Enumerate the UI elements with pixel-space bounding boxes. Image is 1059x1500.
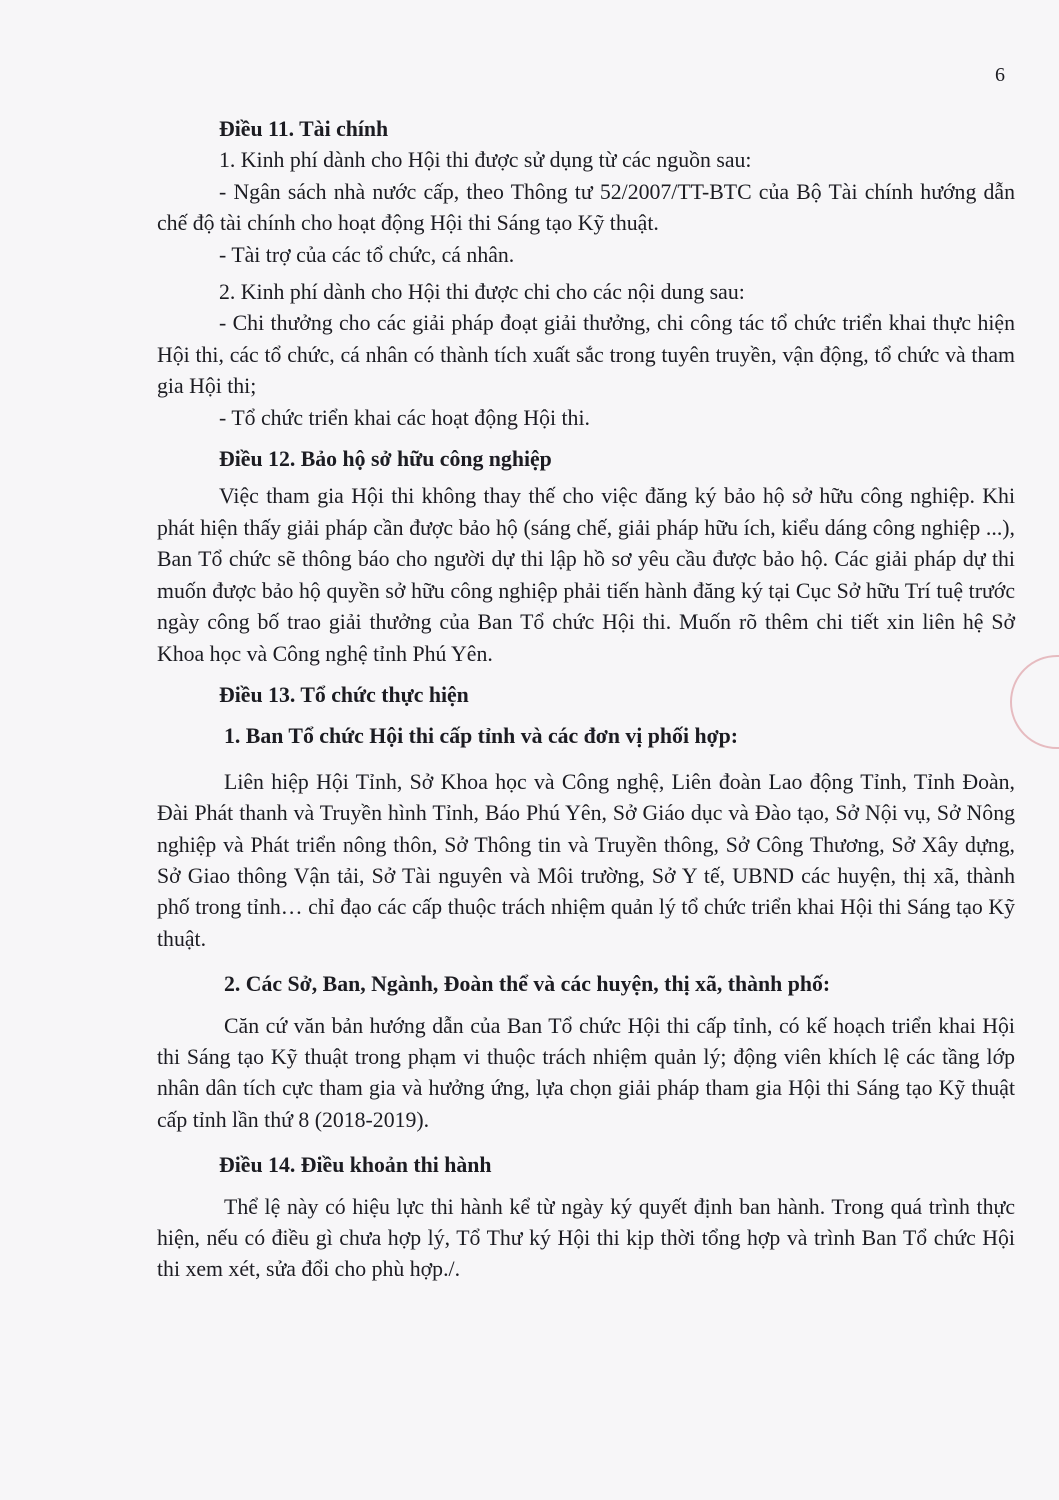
article-13-section-2-body: Căn cứ văn bản hướng dẫn của Ban Tổ chức Hội thi cấp tỉnh, có kế hoạch triển khai Hội thi Sáng tạo Kỹ thuật trong phạm vi thuộc trách nhiệm quản lý; động viên khích lệ các tầng lớp nhân dân tích cực tham gia và hưởng ứng, lựa chọn giải pháp tham gia Hội thi Sáng tạo Kỹ thuật cấp tỉnh lần thứ 8 (2018-2019).	[157, 1013, 1015, 1132]
article-13-section-2-title: 2. Các Sở, Ban, Ngành, Đoàn thể và các huyện, thị xã, thành phố:	[224, 972, 831, 997]
article-11-title: Điều 11. Tài chính	[219, 117, 389, 141]
article-11-paragraph: - Tài trợ của các tổ chức, cá nhân.	[219, 242, 515, 267]
article-14-paragraph: Thể lệ này có hiệu lực thi hành kể từ ngày ký quyết định ban hành. Trong quá trình thực hiện, nếu có điều gì chưa hợp lý, Tổ Thư ký Hội thi kịp thời tổng hợp và trình Ban Tổ chức Hội thi xem xét, sửa đổi cho phù hợp./.	[157, 1194, 1015, 1282]
article-12-title: Điều 12. Bảo hộ sở hữu công nghiệp	[219, 447, 552, 472]
article-11-paragraph: - Tổ chức triển khai các hoạt động Hội thi.	[219, 405, 590, 430]
article-11-paragraph: - Ngân sách nhà nước cấp, theo Thông tư 52/2007/TT-BTC của Bộ Tài chính hướng dẫn chế độ tài chính cho hoạt động Hội thi Sáng tạo Kỹ thuật.	[157, 179, 1015, 236]
document-body	[157, 114, 1015, 1286]
article-11-paragraph: 2. Kinh phí dành cho Hội thi được chi cho các nội dung sau:	[219, 280, 745, 305]
article-14-title: Điều 14. Điều khoản thi hành	[219, 1153, 492, 1178]
article-11-paragraph: 1. Kinh phí dành cho Hội thi được sử dụng từ các nguồn sau:	[219, 148, 752, 173]
article-13-title: Điều 13. Tổ chức thực hiện	[219, 682, 469, 707]
article-13-section-1-title: 1. Ban Tổ chức Hội thi cấp tỉnh và các đơn vị phối hợp:	[224, 724, 739, 749]
article-11-paragraph: - Chi thưởng cho các giải pháp đoạt giải thưởng, chi công tác tổ chức triển khai thực hiện Hội thi, các tổ chức, cá nhân có thành tích xuất sắc trong tuyên truyền, vận động, tổ chức và tham gia Hội thi;	[157, 311, 1015, 399]
red-stamp-icon	[1010, 655, 1059, 749]
page-number: 6	[995, 64, 1005, 86]
article-12-paragraph: Việc tham gia Hội thi không thay thế cho việc đăng ký bảo hộ sở hữu công nghiệp. Khi phát hiện thấy giải pháp cần được bảo hộ (sáng chế, giải pháp hữu ích, kiểu dáng công nghiệp ...), Ban Tổ chức sẽ thông báo cho người dự thi lập hồ sơ yêu cầu được bảo hộ. Các giải pháp dự thi muốn được bảo hộ quyền sở hữu công nghiệp phải tiến hành đăng ký tại Cục Sở hữu Trí tuệ trước ngày công bố trao giải thưởng của Ban Tổ chức Hội thi. Muốn rõ thêm chi tiết xin liên hệ Sở Khoa học và Công nghệ tỉnh Phú Yên.	[157, 484, 1015, 666]
article-13-section-1-body: Liên hiệp Hội Tỉnh, Sở Khoa học và Công nghệ, Liên đoàn Lao động Tỉnh, Tỉnh Đoàn, Đài Phát thanh và Truyền hình Tỉnh, Báo Phú Yên, Sở Giáo dục và Đào tạo, Sở Nội vụ, Sở Nông nghiệp và Phát triển nông thôn, Sở Thông tin và Truyền thông, Sở Công Thương, Sở Xây dựng, Sở Giao thông Vận tải, Sở Tài nguyên và Môi trường, Sở Y tế, UBND các huyện, thị xã, thành phố trong tỉnh… chỉ đạo các cấp thuộc trách nhiệm quản lý tổ chức triển khai Hội thi Sáng tạo Kỹ thuật.	[157, 769, 1015, 951]
